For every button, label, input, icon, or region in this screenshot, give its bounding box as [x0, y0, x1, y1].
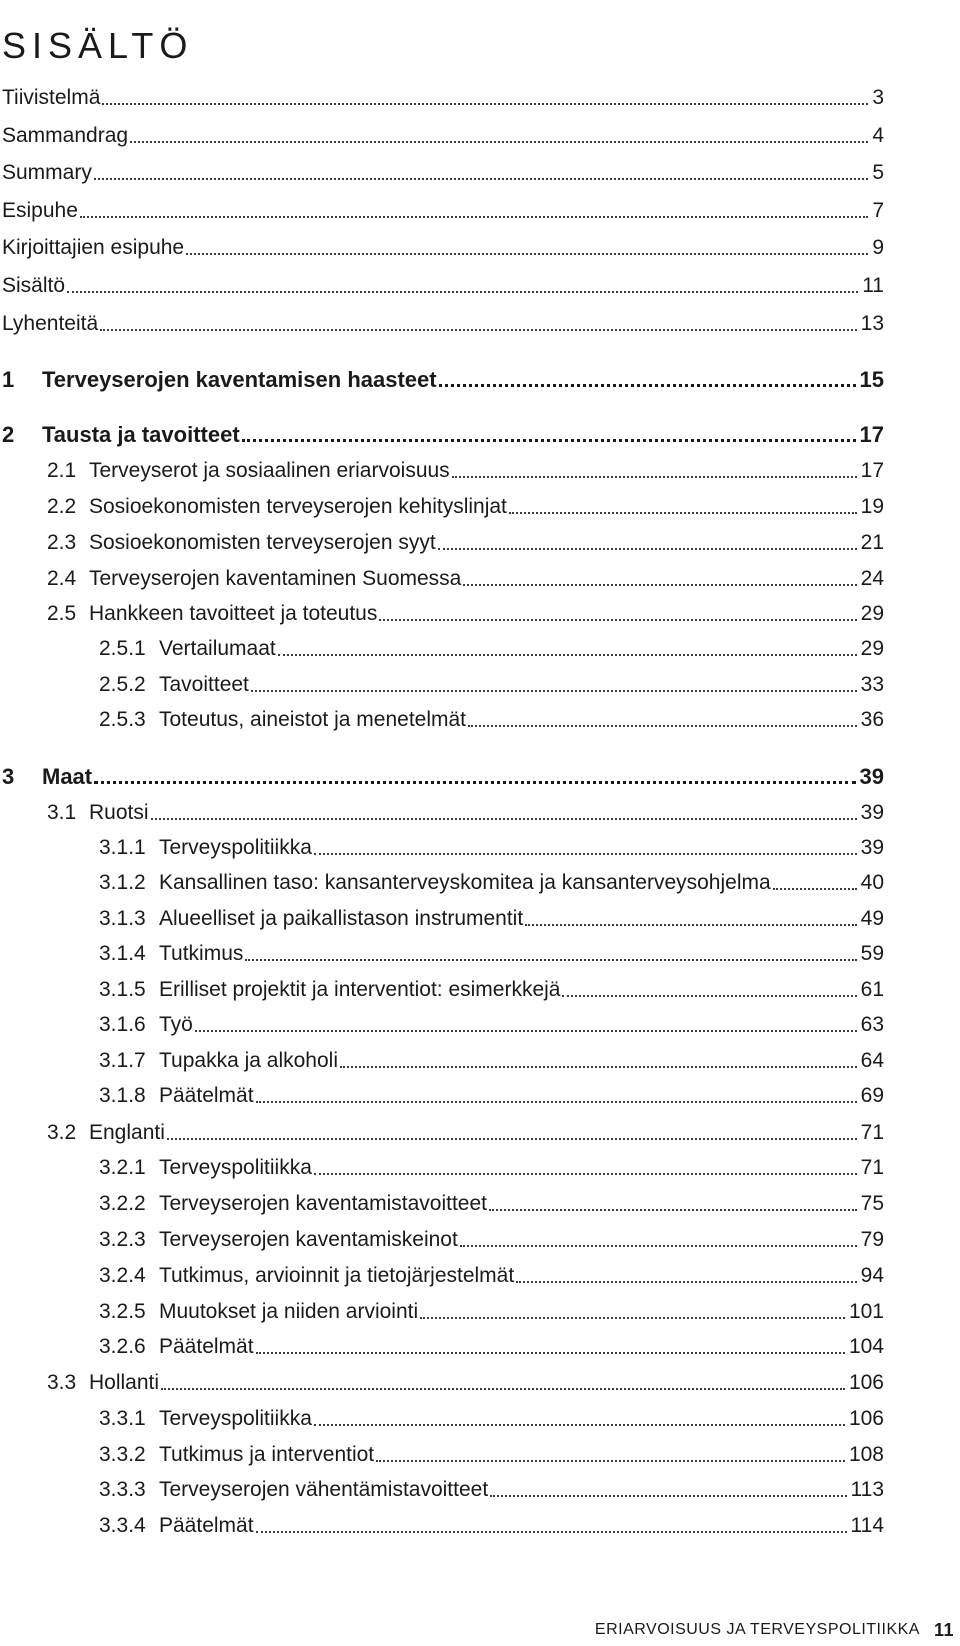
toc-entry-number: 3.3.1	[99, 1407, 146, 1430]
toc-entry-label: Sosioekonomisten terveyserojen kehityslinjat	[89, 495, 507, 518]
toc-entry-number: 2.4	[47, 567, 77, 590]
toc-dot-leader	[525, 924, 856, 926]
toc-entry-label: Tupakka ja alkoholi	[159, 1049, 338, 1072]
toc-entry-page-number: 36	[860, 708, 884, 731]
toc-entry-page-number: 19	[860, 495, 884, 518]
toc-entry-page-number: 5	[872, 161, 884, 184]
toc-entry-page-number: 104	[848, 1335, 884, 1358]
toc-dot-leader	[242, 439, 856, 442]
toc-entry-number: 1	[2, 367, 15, 392]
toc-entry-label: Terveyserojen kaventaminen Suomessa	[89, 567, 462, 590]
toc-entry[interactable]	[2, 762, 884, 792]
toc-dot-leader	[468, 725, 857, 727]
toc-entry[interactable]	[99, 1081, 884, 1111]
toc-entry-label: Päätelmät	[159, 1335, 254, 1358]
toc-entry-number: 3.2.1	[99, 1156, 146, 1179]
toc-entry-number: 3.2.3	[99, 1228, 146, 1251]
toc-entry-page-number: 75	[860, 1192, 884, 1215]
toc-entry-label: Ruotsi	[89, 801, 149, 824]
toc-entry[interactable]	[47, 564, 884, 594]
toc-dot-leader	[420, 1317, 845, 1319]
toc-entry-label: Hankkeen tavoitteet ja toteutus	[89, 602, 378, 625]
toc-entry[interactable]	[99, 634, 884, 664]
toc-entry-label: Erilliset projektit ja interventiot: esimerkkejä	[159, 978, 561, 1001]
toc-entry[interactable]	[99, 868, 884, 898]
toc-entry-page-number: 40	[860, 871, 884, 894]
toc-dot-leader	[489, 1209, 857, 1211]
toc-entry-label: Terveyserojen vähentämistavoitteet	[159, 1478, 489, 1501]
toc-entry-page-number: 15	[859, 367, 884, 392]
toc-dot-leader	[562, 995, 856, 997]
toc-entry-page-number: 13	[860, 312, 884, 335]
toc-dot-leader	[463, 584, 856, 586]
toc-dot-leader	[460, 1245, 857, 1247]
toc-dot-leader	[94, 178, 868, 180]
toc-entry-label: Tavoitteet	[159, 673, 249, 696]
toc-entry-page-number: 3	[872, 86, 884, 109]
toc-entry[interactable]	[2, 271, 884, 301]
toc-entry-page-number: 59	[860, 942, 884, 965]
toc-entry-page-number: 63	[860, 1013, 884, 1036]
toc-entry[interactable]	[2, 83, 884, 113]
toc-entry[interactable]	[99, 1297, 884, 1327]
toc-entry-number: 3.2.6	[99, 1335, 146, 1358]
toc-entry-label: Sisältö	[2, 274, 66, 297]
toc-entry-label: Terveyspolitiikka	[159, 836, 312, 859]
toc-entry[interactable]	[99, 1153, 884, 1183]
toc-entry-number: 2.1	[47, 459, 77, 482]
toc-entry-page-number: 64	[860, 1049, 884, 1072]
toc-entry[interactable]	[99, 705, 884, 735]
toc-entry-label: Terveyspolitiikka	[159, 1156, 312, 1179]
toc-dot-leader	[376, 1460, 845, 1462]
toc-entry[interactable]	[2, 309, 884, 339]
toc-entry-number: 3.3.2	[99, 1443, 146, 1466]
toc-entry[interactable]	[99, 670, 884, 700]
toc-entry[interactable]	[99, 904, 884, 934]
toc-entry-label: Esipuhe	[2, 199, 78, 222]
toc-entry[interactable]	[99, 1046, 884, 1076]
toc-entry-page-number: 114	[850, 1514, 884, 1537]
toc-entry-page-number: 71	[860, 1121, 884, 1144]
page-title: SISÄLTÖ	[2, 25, 194, 67]
toc-entry[interactable]	[99, 1404, 884, 1434]
toc-entry-number: 3.1	[47, 801, 77, 824]
toc-entry-label: Lyhenteitä	[2, 312, 99, 335]
toc-entry-label: Toteutus, aineistot ja menetelmät	[159, 708, 467, 731]
toc-entry-label: Kansallinen taso: kansanterveyskomitea ja kansanterveysohjelma	[159, 871, 771, 894]
toc-entry-label: Terveyspolitiikka	[159, 1407, 312, 1430]
toc-entry[interactable]	[47, 492, 884, 522]
toc-entry[interactable]	[2, 233, 884, 263]
toc-entry-page-number: 21	[860, 531, 884, 554]
toc-entry-page-number: 29	[860, 637, 884, 660]
toc-dot-leader	[130, 141, 868, 143]
toc-entry-number: 3.2.2	[99, 1192, 146, 1215]
toc-entry-page-number: 108	[848, 1443, 884, 1466]
toc-entry-page-number: 4	[872, 124, 884, 147]
toc-dot-leader	[195, 1030, 857, 1032]
toc-dot-leader	[516, 1281, 856, 1283]
toc-dot-leader	[67, 291, 858, 293]
toc-entry-page-number: 29	[860, 602, 884, 625]
toc-entry-page-number: 39	[860, 836, 884, 859]
toc-dot-leader	[773, 888, 857, 890]
toc-entry-number: 3.2.5	[99, 1300, 146, 1323]
toc-dot-leader	[490, 1495, 846, 1497]
toc-entry-number: 3.1.7	[99, 1049, 146, 1072]
toc-entry-number: 2.2	[47, 495, 77, 518]
toc-dot-leader	[245, 959, 856, 961]
page-footer	[595, 1618, 954, 1642]
toc-entry-label: Kirjoittajien esipuhe	[2, 236, 185, 259]
toc-entry[interactable]	[99, 1010, 884, 1040]
toc-entry-number: 3.2.4	[99, 1264, 146, 1287]
toc-entry[interactable]	[99, 1225, 884, 1255]
toc-dot-leader	[100, 329, 857, 331]
toc-entry-number: 3.1.3	[99, 907, 146, 930]
toc-entry-label: Vertailumaat	[159, 637, 276, 660]
toc-entry[interactable]	[99, 1440, 884, 1470]
toc-entry-label: Tutkimus ja interventiot	[159, 1443, 375, 1466]
toc-entry-page-number: 24	[860, 567, 884, 590]
toc-entry[interactable]	[99, 939, 884, 969]
toc-entry-number: 2.5.1	[99, 637, 146, 660]
toc-dot-leader	[509, 512, 857, 514]
toc-dot-leader	[314, 853, 857, 855]
toc-dot-leader	[102, 103, 868, 105]
toc-entry-number: 3.3	[47, 1371, 77, 1394]
toc-entry[interactable]	[99, 975, 884, 1005]
toc-dot-leader	[438, 548, 857, 550]
toc-entry-number: 3.3.3	[99, 1478, 146, 1501]
toc-entry-number: 2.5.3	[99, 708, 146, 731]
toc-entry[interactable]	[99, 1261, 884, 1291]
toc-entry[interactable]	[47, 1368, 884, 1398]
toc-dot-leader	[379, 619, 856, 621]
toc-entry-number: 3.1.8	[99, 1084, 146, 1107]
toc-entry-page-number: 113	[850, 1478, 884, 1501]
toc-dot-leader	[94, 781, 855, 784]
toc-entry[interactable]	[2, 420, 884, 450]
toc-dot-leader	[439, 384, 856, 387]
toc-dot-leader	[256, 1101, 857, 1103]
toc-entry-page-number: 39	[859, 764, 884, 789]
toc-entry-page-number: 17	[860, 459, 884, 482]
toc-entry[interactable]	[2, 158, 884, 188]
toc-entry-label: Työ	[159, 1013, 193, 1036]
toc-entry-number: 2.3	[47, 531, 77, 554]
footer-page-number: 11	[933, 1619, 954, 1640]
toc-entry-page-number: 71	[860, 1156, 884, 1179]
toc-entry-page-number: 101	[848, 1300, 884, 1323]
toc-entry-label: Tutkimus	[159, 942, 244, 965]
toc-entry-number: 3.3.4	[99, 1514, 146, 1537]
toc-entry[interactable]	[47, 528, 884, 558]
toc-entry-label: Päätelmät	[159, 1514, 254, 1537]
toc-entry-page-number: 17	[859, 422, 884, 447]
toc-dot-leader	[278, 654, 857, 656]
toc-entry-page-number: 33	[860, 673, 884, 696]
toc-entry[interactable]	[99, 1475, 884, 1505]
toc-entry-page-number: 7	[872, 199, 884, 222]
toc-entry-label: Englanti	[89, 1121, 165, 1144]
toc-dot-leader	[161, 1388, 845, 1390]
toc-entry-page-number: 69	[860, 1084, 884, 1107]
toc-dot-leader	[256, 1531, 847, 1533]
toc-entry-number: 3	[2, 764, 15, 789]
toc-entry-page-number: 94	[860, 1264, 884, 1287]
toc-dot-leader	[340, 1066, 857, 1068]
toc-entry[interactable]	[99, 1189, 884, 1219]
toc-entry-page-number: 11	[862, 274, 884, 297]
toc-entry[interactable]	[2, 121, 884, 151]
toc-entry[interactable]	[47, 456, 884, 486]
toc-entry-number: 3.1.6	[99, 1013, 146, 1036]
toc-entry[interactable]	[99, 833, 884, 863]
toc-entry-label: Terveyserojen kaventamisen haasteet	[42, 367, 437, 392]
toc-entry-label: Terveyserot ja sosiaalinen eriarvoisuus	[89, 459, 450, 482]
toc-entry[interactable]	[2, 365, 884, 395]
toc-dot-leader	[314, 1173, 857, 1175]
toc-entry-label: Alueelliset ja paikallistason instrumentit	[159, 907, 524, 930]
toc-dot-leader	[186, 253, 868, 255]
toc-entry-label: Päätelmät	[159, 1084, 254, 1107]
toc-entry-number: 2.5.2	[99, 673, 146, 696]
toc-entry-label: Maat	[42, 764, 93, 789]
toc-dot-leader	[256, 1352, 845, 1354]
toc-entry[interactable]	[47, 798, 884, 828]
toc-entry[interactable]	[99, 1511, 884, 1541]
toc-entry-label: Terveyserojen kaventamistavoitteet	[159, 1192, 487, 1215]
toc-entry-page-number: 39	[860, 801, 884, 824]
toc-entry-label: Tausta ja tavoitteet	[42, 422, 240, 447]
toc-entry-page-number: 106	[848, 1371, 884, 1394]
toc-dot-leader	[167, 1138, 857, 1140]
toc-entry-page-number: 106	[848, 1407, 884, 1430]
toc-entry[interactable]	[47, 599, 884, 629]
toc-entry-number: 3.1.2	[99, 871, 146, 894]
toc-entry-number: 2.5	[47, 602, 77, 625]
toc-entry-number: 3.2	[47, 1121, 77, 1144]
toc-entry-label: Muutokset ja niiden arviointi	[159, 1300, 419, 1323]
toc-entry[interactable]	[2, 196, 884, 226]
toc-entry[interactable]	[47, 1118, 884, 1148]
toc-entry-label: Sosioekonomisten terveyserojen syyt	[89, 531, 436, 554]
toc-dot-leader	[251, 690, 857, 692]
toc-entry-number: 3.1.4	[99, 942, 146, 965]
toc-entry-label: Hollanti	[89, 1371, 160, 1394]
toc-entry-label: Terveyserojen kaventamiskeinot	[159, 1228, 458, 1251]
toc-dot-leader	[452, 476, 857, 478]
toc-entry-number: 2	[2, 422, 15, 447]
toc-entry-page-number: 49	[860, 907, 884, 930]
toc-entry[interactable]	[99, 1332, 884, 1362]
toc-entry-label: Tiivistelmä	[2, 86, 101, 109]
toc-entry-number: 3.1.5	[99, 978, 146, 1001]
toc-entry-label: Tutkimus, arvioinnit ja tietojärjestelmät	[159, 1264, 515, 1287]
toc-dot-leader	[314, 1424, 845, 1426]
toc-entry-page-number: 9	[872, 236, 884, 259]
toc-entry-number: 3.1.1	[99, 836, 146, 859]
footer-title: ERIARVOISUUS JA TERVEYSPOLITIIKKA	[594, 1621, 920, 1638]
toc-entry-label: Summary	[2, 161, 92, 184]
toc-dot-leader	[80, 216, 868, 218]
toc-dot-leader	[151, 818, 857, 820]
toc-entry-label: Sammandrag	[2, 124, 129, 147]
toc-entry-page-number: 79	[860, 1228, 884, 1251]
toc-entry-page-number: 61	[860, 978, 884, 1001]
